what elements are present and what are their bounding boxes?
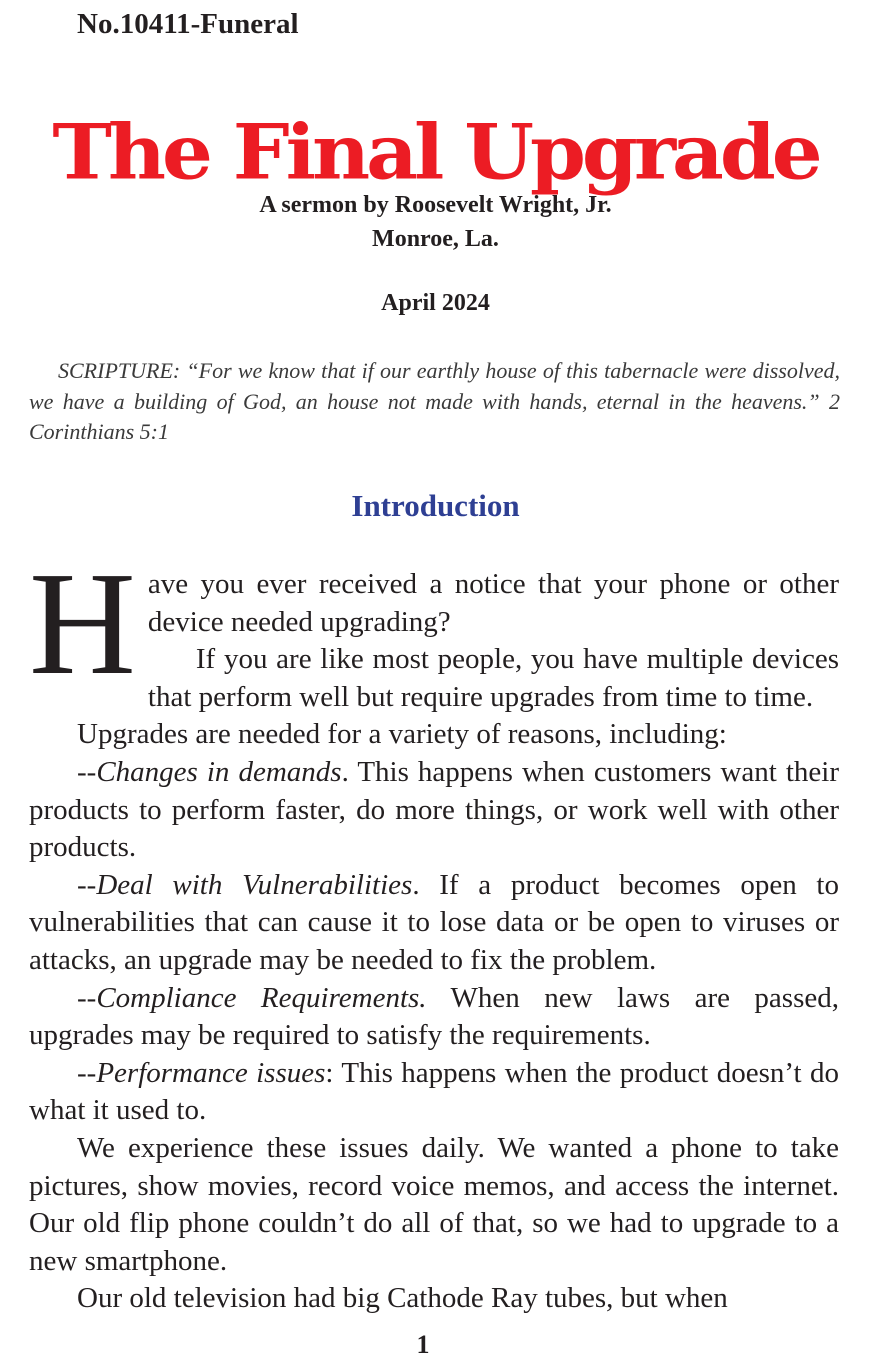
paragraph-7 — [29, 1055, 839, 1130]
date-line: April 2024 — [381, 290, 490, 316]
paragraph-2-text: If you are like most people, you have multiple devices that perform well but require upgrades from time to time. — [147, 643, 839, 713]
sermon-title: The Final Upgrade — [52, 107, 819, 197]
list-term: Compliance Requirements. — [96, 981, 427, 1014]
list-prefix: -- — [77, 868, 97, 901]
paragraph-3: Upgrades are needed for a variety of reasons, including: — [77, 718, 727, 751]
list-prefix: -- — [77, 1056, 97, 1089]
page-number: 1 — [416, 1330, 430, 1359]
paragraph-6 — [29, 980, 839, 1055]
section-heading-introduction: Introduction — [351, 488, 520, 523]
scripture-quote: SCRIPTURE: “For we know that if our earthly house of this tabernacle were dissolved, we have a building of God, an house not made with hands, eternal in the heavens.” 2 Corinthians 5:1 — [29, 358, 840, 444]
paragraph-8: We experience these issues daily. We wanted a phone to take pictures, show movies, record voice memos, and access the internet. Our old flip phone couldn’t do all of that, so we had to upgrade to a new smartphone. — [29, 1131, 839, 1277]
document-number: No.10411-Funeral — [77, 8, 299, 40]
paragraph-1-text: ave you ever received a notice that your phone or other device needed upgrading? — [147, 568, 839, 638]
author-line: A sermon by Roosevelt Wright, Jr. — [259, 192, 612, 218]
list-text: . If a product becomes open to vulnerabilities that can cause it to lose data or be open to viruses or attacks, an upgrade may be needed to fix the problem. — [29, 868, 839, 976]
list-prefix: -- — [77, 981, 97, 1014]
list-text: . This happens when customers want their products to perform faster, do more things, or work well with other products. — [29, 755, 839, 864]
list-text: When new laws are passed, upgrades may be required to satisfy the requirements. — [29, 981, 839, 1052]
paragraph-4 — [29, 754, 839, 867]
list-text: : This happens when the product doesn’t do what it used to. — [29, 1056, 840, 1127]
location-line: Monroe, La. — [372, 226, 499, 252]
paragraph-5 — [29, 867, 839, 980]
list-prefix: -- — [77, 755, 97, 788]
paragraph-2 — [29, 641, 839, 716]
list-term: Deal with Vulnerabilities — [96, 868, 413, 901]
paragraph-9: Our old television had big Cathode Ray tubes, but when — [77, 1282, 728, 1315]
list-term: Changes in demands — [96, 755, 342, 788]
body-text — [29, 542, 840, 1318]
drop-cap: H — [29, 542, 136, 706]
list-term: Performance issues — [96, 1056, 326, 1089]
